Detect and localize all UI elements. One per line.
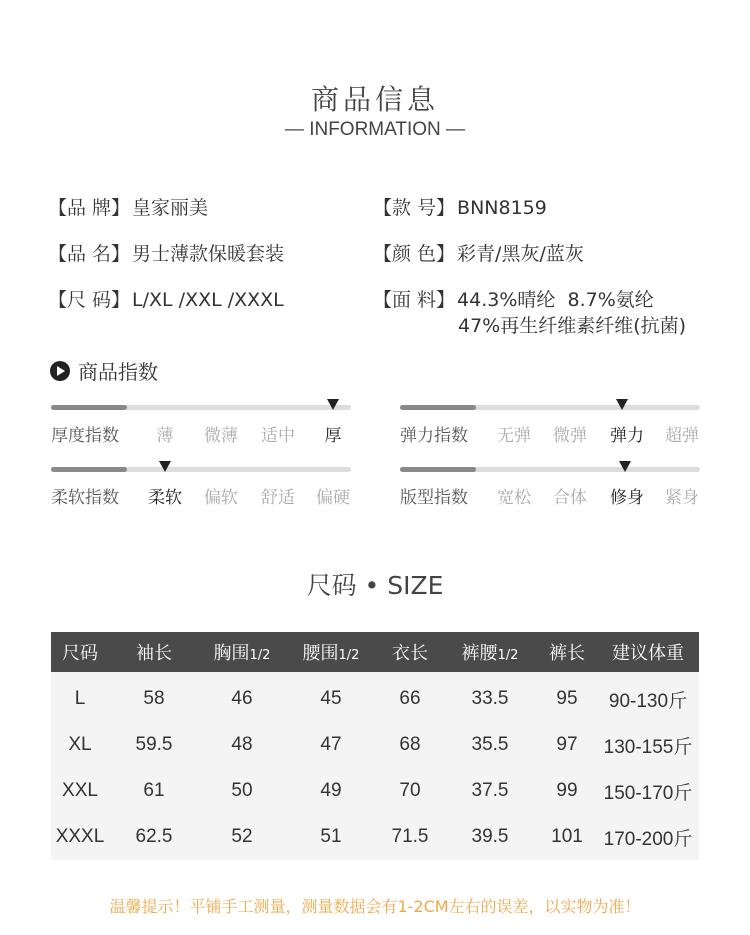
color-label: 【颜 色】 bbox=[373, 243, 456, 265]
index-option: 厚 bbox=[324, 426, 342, 446]
index-option: 微薄 bbox=[204, 426, 238, 446]
fabric-info bbox=[373, 288, 654, 313]
index-section-header bbox=[50, 356, 158, 385]
color-info bbox=[373, 242, 584, 267]
index-option: 紧身 bbox=[665, 488, 699, 508]
brand-info bbox=[48, 196, 208, 221]
table-cell: 49 bbox=[285, 768, 377, 814]
table-cell: 70 bbox=[377, 768, 443, 814]
index-option: 超弹 bbox=[665, 426, 699, 446]
table-header-cell: 袖长 bbox=[109, 632, 199, 672]
table-cell: 95 bbox=[537, 672, 597, 722]
index-name: 弹力指数 bbox=[400, 426, 468, 446]
table-header-cell: 裤腰1/2 bbox=[443, 632, 537, 672]
table-cell: 97 bbox=[537, 722, 597, 768]
table-cell: XXL bbox=[51, 768, 109, 814]
table-cell: 68 bbox=[377, 722, 443, 768]
model-value: BNN8159 bbox=[457, 197, 547, 219]
table-cell: L bbox=[51, 672, 109, 722]
index-option: 偏硬 bbox=[316, 488, 350, 508]
index-marker bbox=[159, 461, 171, 472]
index-option: 宽松 bbox=[497, 488, 531, 508]
index-thickness bbox=[51, 401, 351, 451]
product-name-value: 男士薄款保暖套装 bbox=[132, 243, 285, 265]
table-cell: XL bbox=[51, 722, 109, 768]
page-subtitle: — INFORMATION — bbox=[284, 119, 466, 140]
fabric-label: 【面 料】 bbox=[373, 289, 456, 311]
table-body bbox=[51, 672, 699, 860]
index-option: 无弹 bbox=[497, 426, 531, 446]
table-cell: 52 bbox=[199, 814, 285, 860]
table-header-cell: 衣长 bbox=[377, 632, 443, 672]
table-row bbox=[51, 722, 699, 768]
table-cell: 50 bbox=[199, 768, 285, 814]
table-cell: 59.5 bbox=[109, 722, 199, 768]
index-option: 微弹 bbox=[553, 426, 587, 446]
table-cell: 90-130斤 bbox=[597, 672, 699, 722]
table-cell: 130-155斤 bbox=[597, 722, 699, 768]
index-elasticity bbox=[400, 401, 700, 451]
index-option: 合体 bbox=[553, 488, 587, 508]
index-option: 修身 bbox=[610, 488, 644, 508]
table-cell: 101 bbox=[537, 814, 597, 860]
table-header-cell: 腰围1/2 bbox=[285, 632, 377, 672]
index-name: 柔软指数 bbox=[51, 488, 119, 508]
table-cell: 71.5 bbox=[377, 814, 443, 860]
product-name-info bbox=[48, 242, 284, 267]
index-option: 薄 bbox=[156, 426, 174, 446]
index-marker bbox=[327, 399, 339, 410]
index-option: 柔软 bbox=[148, 488, 182, 508]
table-cell: 39.5 bbox=[443, 814, 537, 860]
table-header-cell: 胸围1/2 bbox=[199, 632, 285, 672]
page-title: 商品信息 bbox=[310, 83, 439, 116]
table-header-row bbox=[51, 632, 699, 672]
measurement-tip: 温馨提示！平铺手工测量，测量数据会有1-2CM左右的误差，以实物为准！ bbox=[109, 897, 641, 916]
index-name: 版型指数 bbox=[400, 488, 468, 508]
table-header-cell: 裤长 bbox=[537, 632, 597, 672]
table-cell: 47 bbox=[285, 722, 377, 768]
table-cell: 61 bbox=[109, 768, 199, 814]
table-cell: XXXL bbox=[51, 814, 109, 860]
index-softness bbox=[51, 463, 351, 513]
table-cell: 46 bbox=[199, 672, 285, 722]
index-option: 弹力 bbox=[610, 426, 644, 446]
index-fill bbox=[400, 405, 476, 410]
fabric-line2-wrap bbox=[458, 314, 686, 339]
size-info bbox=[48, 288, 284, 313]
index-fill bbox=[400, 467, 476, 472]
index-section-title: 商品指数 bbox=[78, 360, 158, 384]
index-name: 厚度指数 bbox=[51, 426, 119, 446]
table-row bbox=[51, 768, 699, 814]
table-cell: 99 bbox=[537, 768, 597, 814]
table-cell: 35.5 bbox=[443, 722, 537, 768]
color-value: 彩青/黑灰/蓝灰 bbox=[457, 243, 584, 265]
index-fill bbox=[51, 467, 127, 472]
table-row bbox=[51, 814, 699, 860]
product-name-label: 【品 名】 bbox=[48, 243, 131, 265]
table-cell: 170-200斤 bbox=[597, 814, 699, 860]
size-label: 【尺 码】 bbox=[48, 289, 131, 311]
brand-value: 皇家丽美 bbox=[132, 197, 209, 219]
table-row bbox=[51, 672, 699, 722]
fabric-line1: 44.3%晴纶 8.7%氨纶 bbox=[457, 289, 654, 311]
index-option: 偏软 bbox=[204, 488, 238, 508]
table-header-cell: 建议体重 bbox=[597, 632, 699, 672]
index-marker bbox=[619, 461, 631, 472]
table-cell: 33.5 bbox=[443, 672, 537, 722]
model-info bbox=[373, 196, 547, 221]
index-fit bbox=[400, 463, 700, 513]
fabric-line2: 47%再生纤维素纤维(抗菌) bbox=[458, 315, 687, 337]
table-header-cell: 尺码 bbox=[51, 632, 109, 672]
table-cell: 48 bbox=[199, 722, 285, 768]
table-cell: 45 bbox=[285, 672, 377, 722]
table-cell: 62.5 bbox=[109, 814, 199, 860]
table-cell: 37.5 bbox=[443, 768, 537, 814]
index-fill bbox=[51, 405, 127, 410]
brand-label: 【品 牌】 bbox=[48, 197, 131, 219]
size-table bbox=[51, 632, 699, 860]
index-option: 舒适 bbox=[261, 488, 295, 508]
index-option: 适中 bbox=[261, 426, 295, 446]
model-label: 【款 号】 bbox=[373, 197, 456, 219]
table-cell: 51 bbox=[285, 814, 377, 860]
size-table-title: 尺码 • SIZE bbox=[306, 571, 444, 600]
table-cell: 150-170斤 bbox=[597, 768, 699, 814]
size-value: L/XL /XXL /XXXL bbox=[132, 289, 284, 311]
table-cell: 58 bbox=[109, 672, 199, 722]
play-icon bbox=[50, 361, 70, 381]
table-cell: 66 bbox=[377, 672, 443, 722]
index-marker bbox=[616, 399, 628, 410]
